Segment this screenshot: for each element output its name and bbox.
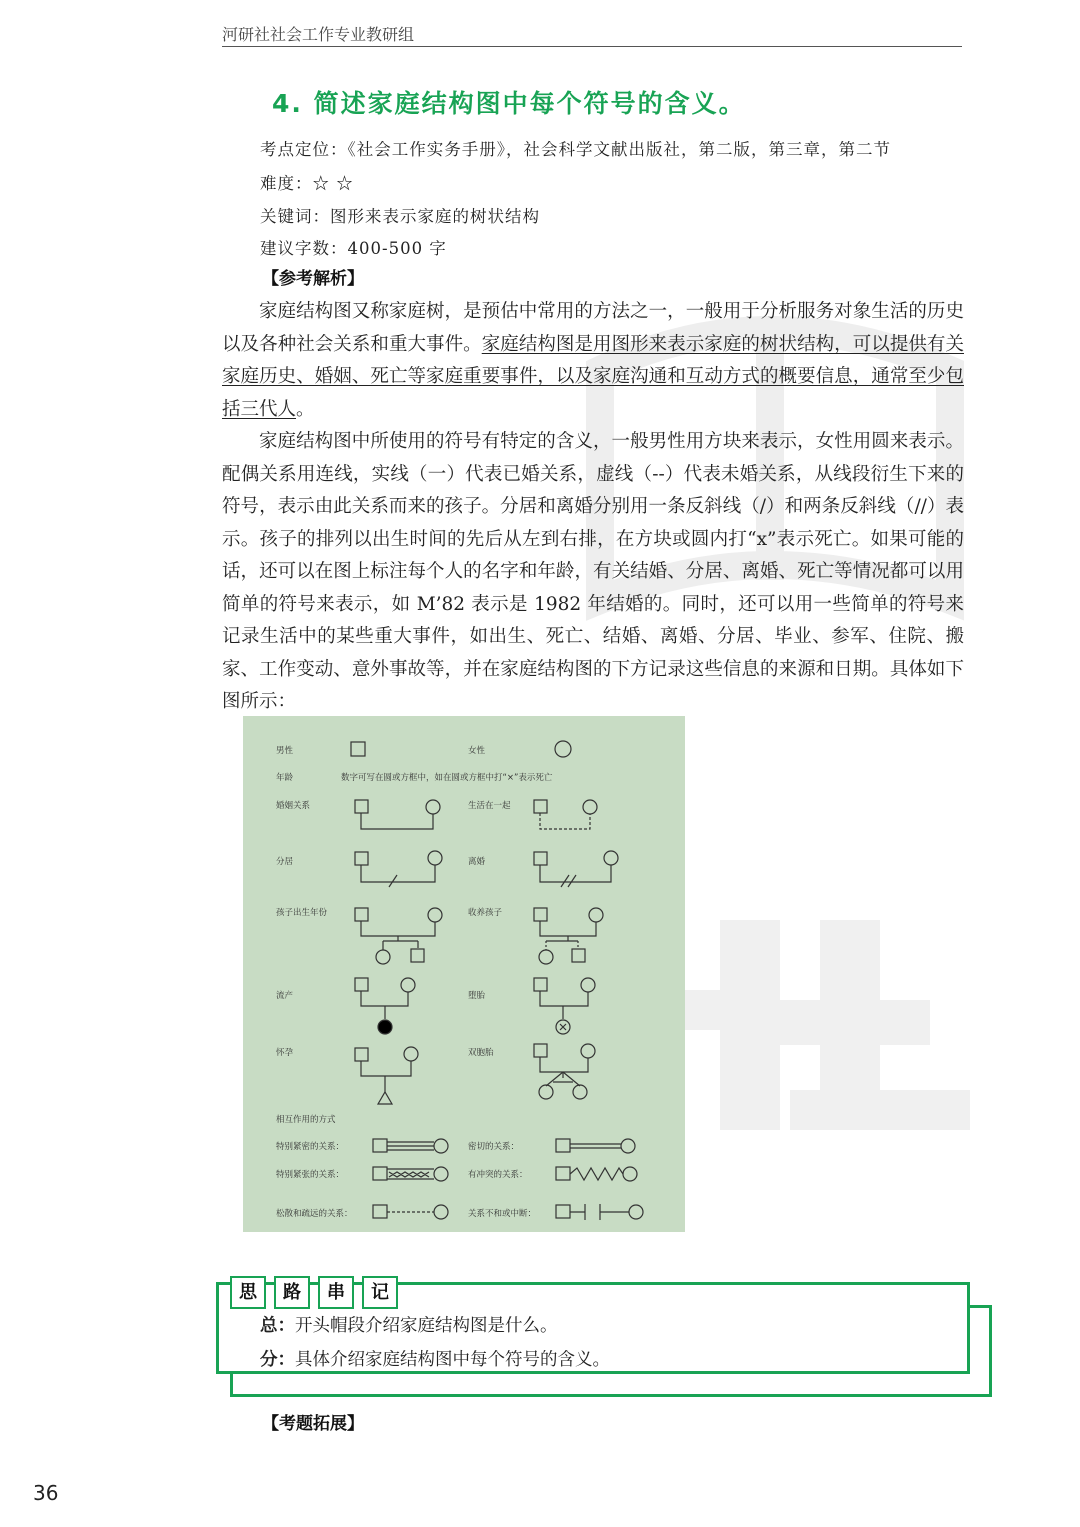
word-count: 建议字数：400-500 字 <box>260 239 447 258</box>
summary-line-1-label: 总： <box>260 1316 295 1336</box>
summary-line-1 <box>260 1312 558 1337</box>
close-symbol <box>556 1139 635 1153</box>
label-conflict: 有冲突的关系： <box>468 1170 528 1180</box>
label-miscarriage: 流产 <box>276 991 294 1001</box>
label-cutoff: 关系不和或中断： <box>468 1209 537 1219</box>
summary-line-1-text: 开头帽段介绍家庭结构图是什么。 <box>295 1316 558 1336</box>
label-cohabit: 生活在一起 <box>468 801 511 811</box>
label-distant: 松散和疏远的关系： <box>276 1209 353 1219</box>
summary-tab-1: 思 <box>230 1276 266 1309</box>
female-symbol <box>555 741 571 757</box>
very-close-symbol <box>373 1139 448 1153</box>
question-title: 4. 简述家庭结构图中每个符号的含义。 <box>272 89 746 118</box>
analysis-paragraph-2: 家庭结构图中所使用的符号有特定的含义，一般男性用方块来表示，女性用圆来表示。配偶关系用连线，实线（一）代表已婚关系，虚线（--）代表未婚关系，从线段衍生下来的符号，表示由此关系而来的孩子。分居和离婚分别用一条反斜线（/）和两条反斜线（//）表示。孩子的排列以出生时间的先后从左到右排，在方块或圆内打“x”表示死亡。如果可能的话，还可以在图上标注每个人的名字和年龄，有关结婚、分居、离婚、死亡等情况都可以用简单的符号来表示，如 M’82 表示是 1982 年结婚的。同时，还可以用一些简单的符号来记录生活中的某些重大事件，如出生、死亡、结婚、离婚、分居、毕业、参军、住院、搬家、工作变动、意外事故等，并在家庭结构图的下方记录这些信息的来源和日期。具体如下图所示： <box>222 431 964 712</box>
label-close: 密切的关系： <box>468 1142 520 1152</box>
very-tense-symbol <box>373 1167 448 1181</box>
page-number: 36 <box>33 1481 59 1505</box>
summary-line-2-label: 分： <box>260 1350 295 1370</box>
genogram-symbol-figure <box>243 716 685 1232</box>
pregnancy-symbol <box>355 1047 418 1104</box>
running-header <box>222 22 962 47</box>
label-marriage: 婚姻关系 <box>276 801 311 811</box>
summary-tab-3: 串 <box>318 1276 354 1309</box>
marriage-symbol <box>355 800 440 829</box>
twins-symbol <box>534 1044 595 1099</box>
miscarriage-symbol <box>355 978 415 1034</box>
summary-tab-2: 路 <box>274 1276 310 1309</box>
summary-line-2 <box>260 1346 610 1371</box>
stillbirth-symbol <box>534 978 595 1034</box>
divorce-symbol <box>534 851 618 887</box>
label-adopted: 收养孩子 <box>468 908 503 918</box>
male-symbol <box>351 742 365 756</box>
extension-heading: 【考题拓展】 <box>262 1414 364 1434</box>
cutoff-symbol <box>556 1204 643 1220</box>
children-birth-symbol <box>355 908 442 964</box>
conflict-symbol <box>556 1167 637 1181</box>
label-age: 年龄 <box>276 773 294 783</box>
label-interaction-heading: 相互作用的方式 <box>276 1115 336 1125</box>
label-very-tense: 特别紧张的关系： <box>276 1170 345 1180</box>
analysis-paragraph-1 <box>222 296 964 426</box>
p1-intro: 家庭结构图又称家庭树，是预估中常用的方法之一，一般用于分析服务对象生活的历史以及各种社会关系和重大事件。 <box>222 301 964 355</box>
summary-tab-4: 记 <box>362 1276 398 1309</box>
keywords: 关键词：图形来表示家庭的树状结构 <box>260 207 540 226</box>
exam-location: 考点定位：《社会工作实务手册》，社会科学文献出版社，第二版，第三章，第二节 <box>260 140 891 159</box>
difficulty: 难度：☆ ☆ <box>260 174 354 193</box>
label-separation: 分居 <box>276 857 294 867</box>
label-pregnancy: 怀孕 <box>276 1048 294 1058</box>
label-children-birth: 孩子出生年份 <box>276 908 328 918</box>
genogram-symbols <box>243 716 685 1232</box>
label-divorce: 离婚 <box>468 857 486 867</box>
label-twins: 双胞胎 <box>468 1048 494 1058</box>
distant-symbol <box>373 1205 448 1219</box>
p1-underlined: 家庭结构图是用图形来表示家庭的树状结构，可以提供有关家庭历史、婚姻、死亡等家庭重要事件，以及家庭沟通和互动方式的概要信息，通常至少包括三代人 <box>222 333 964 420</box>
header-title: 河研社社会工作专业教研组 <box>222 25 415 44</box>
label-male: 男性 <box>276 746 294 756</box>
analysis-heading: 【参考解析】 <box>262 269 364 289</box>
summary-line-2-text: 具体介绍家庭结构图中每个符号的含义。 <box>295 1350 610 1370</box>
separation-symbol <box>355 851 442 887</box>
cohabit-symbol <box>534 800 597 829</box>
label-female: 女性 <box>468 746 486 756</box>
label-age-note: 数字可写在圆或方框中，如在圆或方框中打“×”表示死亡 <box>341 773 553 783</box>
p1-end: 。 <box>296 398 315 420</box>
label-very-close: 特别紧密的关系： <box>276 1142 345 1152</box>
label-stillbirth: 堕胎 <box>468 991 486 1001</box>
adopted-symbol <box>534 908 603 964</box>
